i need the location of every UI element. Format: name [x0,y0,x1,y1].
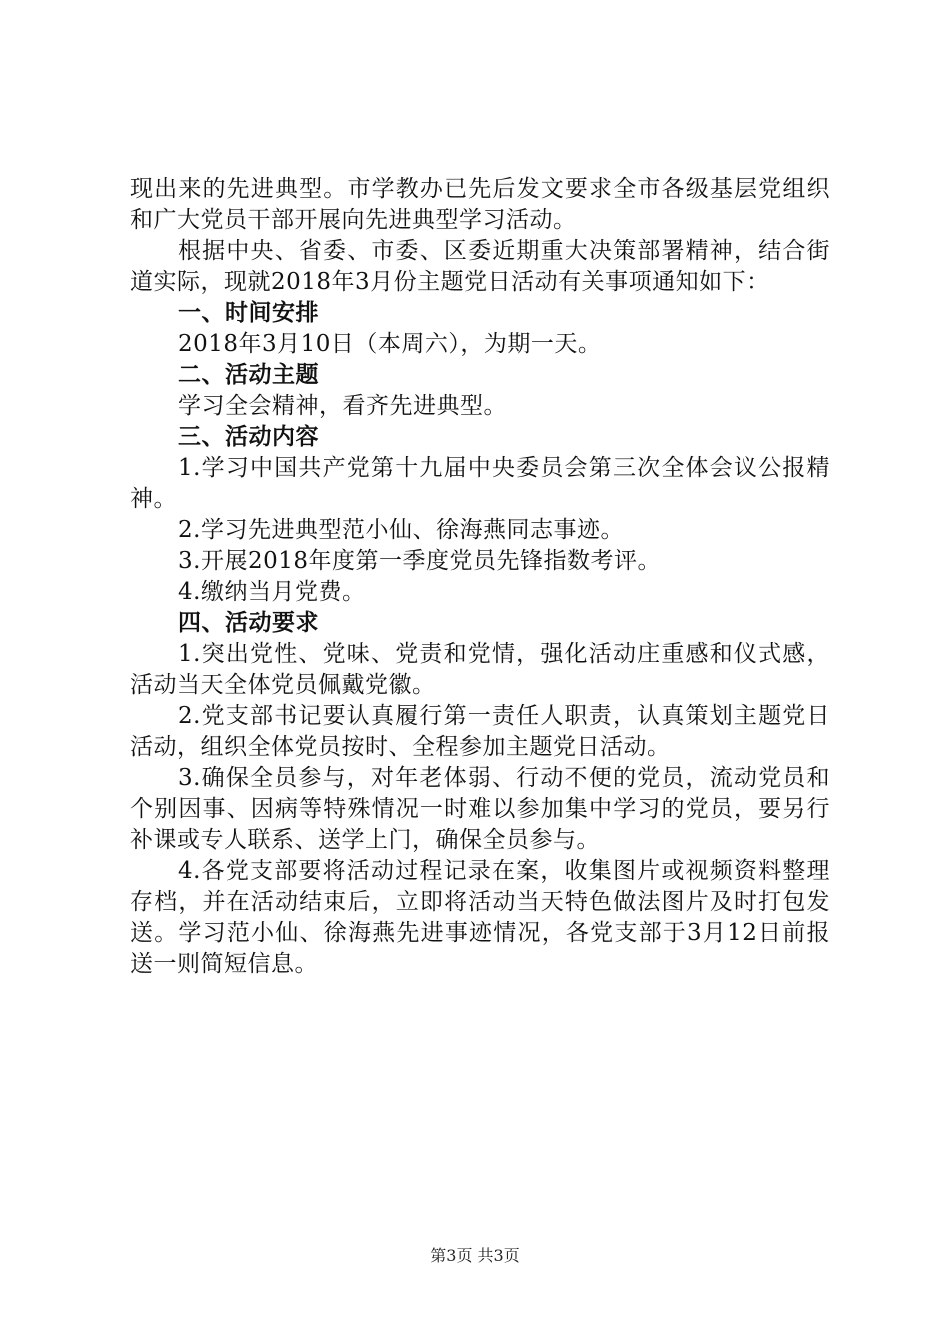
list-item: 3.确保全员参与，对年老体弱、行动不便的党员，流动党员和个别因事、因病等特殊情况一时难以参加集中学习的党员，要另行补课或专人联系、送学上门，确保全员参与。 [130,765,830,853]
list-item: 2.学习先进典型范小仙、徐海燕同志事迹。 [178,517,624,543]
paragraph: 2018年3月10日（本周六），为期一天。 [178,331,602,357]
list-item: 1.突出党性、党味、党责和党情，强化活动庄重感和仪式感，活动当天全体党员佩戴党徽。 [130,641,830,698]
paragraph: 根据中央、省委、市委、区委近期重大决策部署精神，结合街道实际，现就2018年3月份主题党日活动有关事项通知如下： [130,238,830,295]
list-item: 4.各党支部要将活动过程记录在案，收集图片或视频资料整理存档，并在活动结束后，立即将活动当天特色做法图片及时打包发送。学习范小仙、徐海燕先进事迹情况，各党支部于3月12日前报送一则简短信息。 [130,858,830,977]
section-heading: 二、活动主题 [178,362,319,388]
list-item: 2.党支部书记要认真履行第一责任人职责，认真策划主题党日活动，组织全体党员按时、全程参加主题党日活动。 [130,703,830,760]
list-item: 1.学习中国共产党第十九届中央委员会第三次全体会议公报精神。 [130,455,830,512]
paragraph: 学习全会精神，看齐先进典型。 [178,393,507,419]
page-number-footer: 第3页 共3页 [430,1246,520,1265]
list-item: 4.缴纳当月党费。 [178,579,366,605]
section-heading: 四、活动要求 [178,610,319,636]
section-heading: 一、时间安排 [178,300,319,326]
paragraph: 现出来的先进典型。市学教办已先后发文要求全市各级基层党组织和广大党员干部开展向先进典型学习活动。 [130,176,830,233]
section-heading: 三、活动内容 [178,424,319,450]
document-body [130,174,830,980]
list-item: 3.开展2018年度第一季度党员先锋指数考评。 [178,548,661,574]
